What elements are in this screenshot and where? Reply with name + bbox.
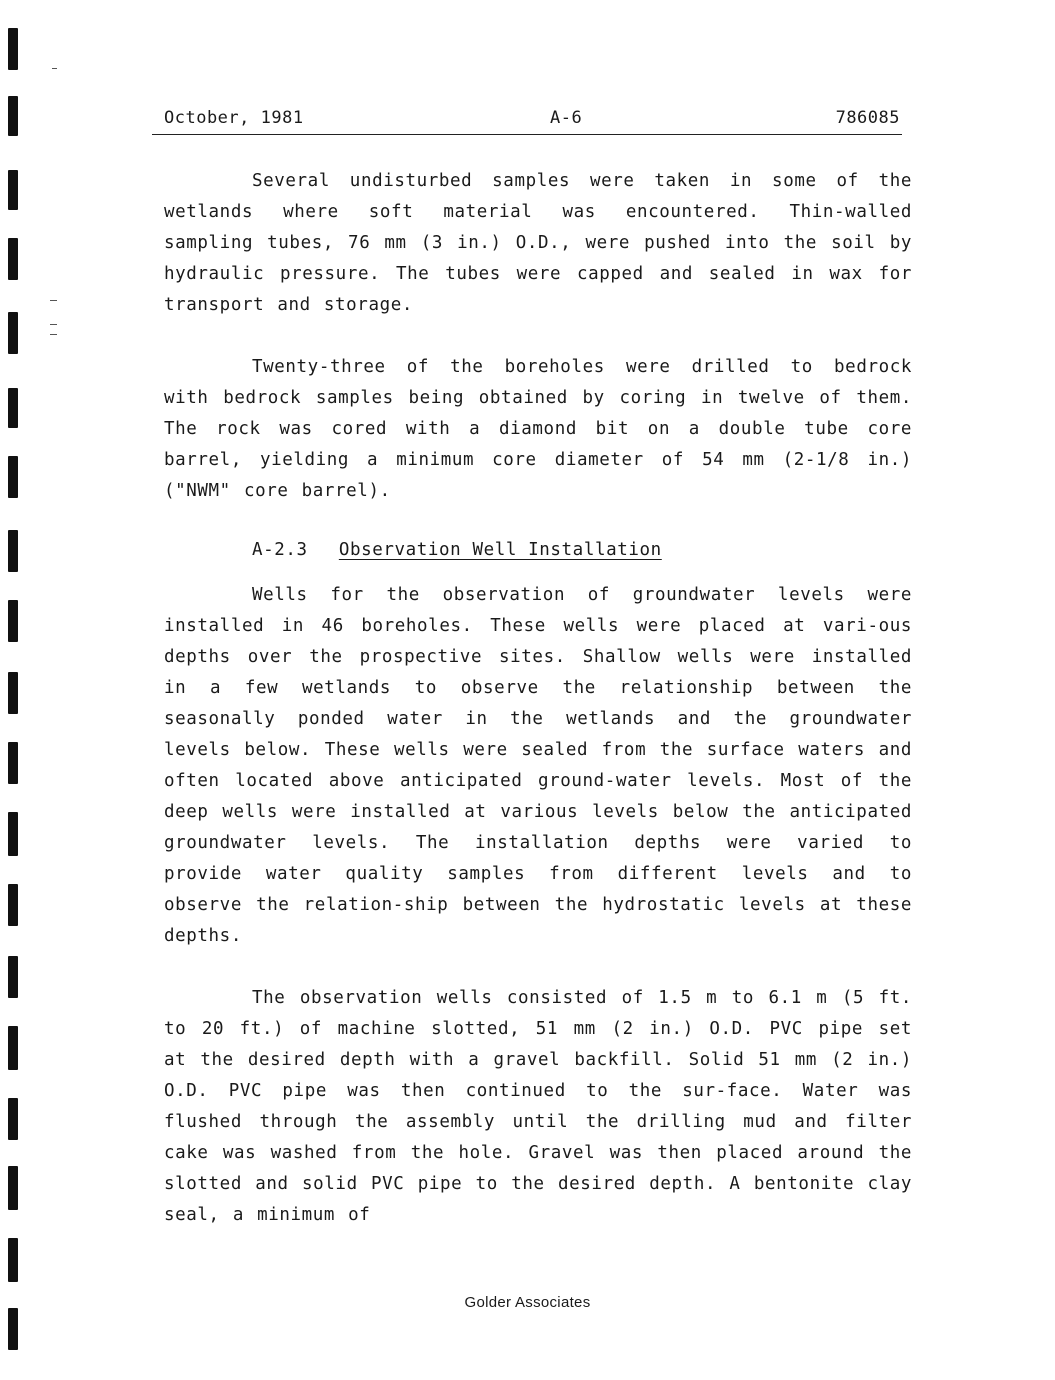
header-date: October, 1981 bbox=[164, 108, 304, 128]
binder-mark bbox=[8, 1166, 18, 1210]
binder-mark bbox=[8, 742, 18, 784]
binder-mark bbox=[8, 1238, 18, 1282]
binder-mark bbox=[8, 96, 18, 136]
scan-artifact bbox=[50, 300, 57, 301]
scan-artifact bbox=[50, 324, 57, 325]
section-number: A-2.3 bbox=[252, 540, 308, 560]
page-header bbox=[152, 106, 902, 135]
binder-mark bbox=[8, 28, 18, 70]
paragraph-bedrock-coring: Twenty-three of the boreholes were drilled to bedrock with bedrock samples being obtained by coring in twelve of them. The rock was cored with a diamond bit on a double tube core barrel, yielding a minimum core diameter of 54 mm (2-1/8 in.) ("NWM" core barrel). bbox=[164, 357, 912, 501]
binder-mark bbox=[8, 312, 18, 354]
header-page-number: A-6 bbox=[550, 108, 583, 128]
paragraph-well-construction: The observation wells consisted of 1.5 m to 6.1 m (5 ft. to 20 ft.) of machine slotted, 51 mm (2 in.) O.D. PVC pipe set at the desired depth with a gravel backfill. Solid 51 mm (2 in.) O.D. PVC pipe was then continued to the sur-face. Water was flushed through the assembly until the drilling mud and filter cake was washed from the hole. Gravel was then placed around the slotted and solid PVC pipe to the desired depth. A bentonite clay seal, a minimum of bbox=[164, 988, 912, 1225]
binder-mark bbox=[8, 956, 18, 998]
scan-artifact bbox=[50, 334, 57, 335]
header-project-number: 786085 bbox=[835, 108, 900, 128]
binder-mark bbox=[8, 884, 18, 926]
paragraph-observation-wells: Wells for the observation of groundwater levels were installed in 46 boreholes. These wells were placed at vari-ous depths over the prospective sites. Shallow wells were installed in a few wetlands to observe the relationship between the seasonally ponded water in the wetlands and the groundwater levels below. These wells were sealed from the surface waters and often located above anticipated ground-water levels. Most of the deep wells were installed at various levels below the anticipated groundwater levels. The installation depths were varied to provide water quality samples from different levels and to observe the relation-ship between the hydrostatic levels at these depths. bbox=[164, 585, 912, 946]
scan-artifact bbox=[52, 68, 57, 69]
binder-mark bbox=[8, 1308, 18, 1350]
binder-mark bbox=[8, 600, 18, 642]
binder-mark bbox=[8, 170, 18, 210]
section-title: Observation Well Installation bbox=[338, 540, 662, 560]
binder-mark bbox=[8, 388, 18, 428]
binder-mark bbox=[8, 672, 18, 714]
binder-mark bbox=[8, 1098, 18, 1140]
binder-mark bbox=[8, 238, 18, 280]
paragraph-undisturbed-samples: Several undisturbed samples were taken in some of the wetlands where soft material was encountered. Thin-walled sampling tubes, 76 mm (3 in.) O.D., were pushed into the soil by hydraulic pressure. The tubes were capped and sealed in wax for transport and storage. bbox=[164, 171, 912, 315]
binder-mark bbox=[8, 1026, 18, 1070]
binder-mark bbox=[8, 530, 18, 572]
page-footer: Golder Associates bbox=[464, 1294, 591, 1311]
section-heading bbox=[252, 540, 662, 560]
binder-mark bbox=[8, 812, 18, 856]
binder-mark bbox=[8, 456, 18, 498]
